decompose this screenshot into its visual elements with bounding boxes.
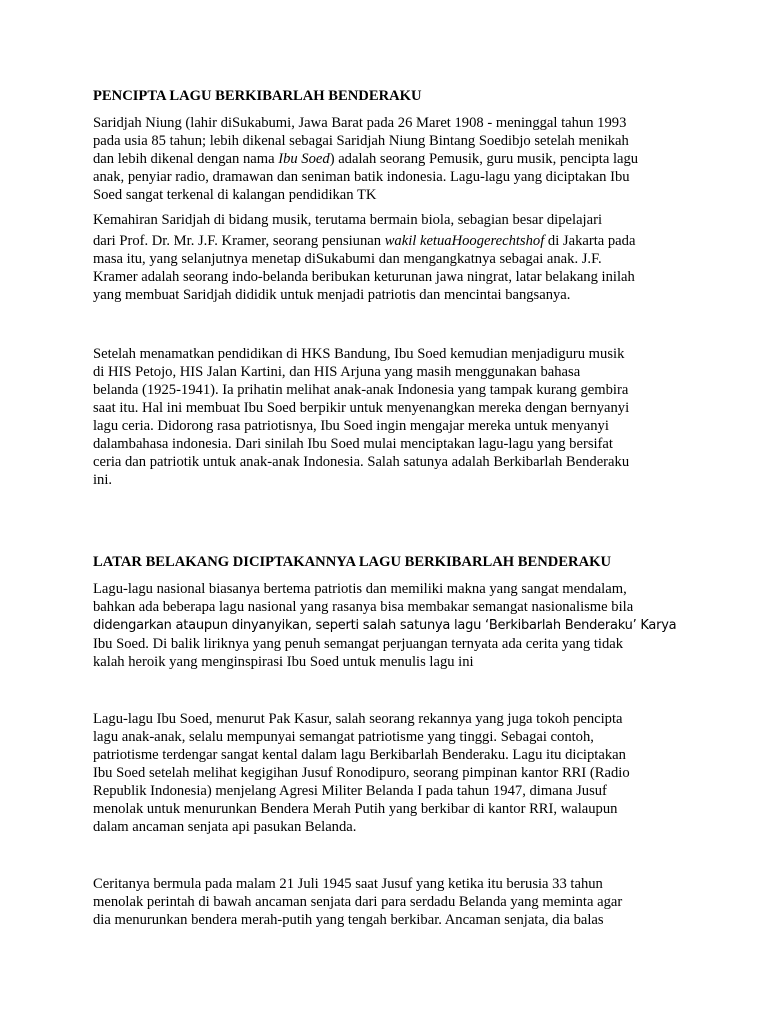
- text-line: Republik Indonesia) menjelang Agresi Militer Belanda I pada tahun 1947, dimana Jusuf: [93, 783, 607, 799]
- text-run: ) adalah seorang Pemusik, guru musik, pencipta lagu: [329, 151, 639, 167]
- text-line: kalah heroik yang menginspirasi Ibu Soed untuk menulis lagu ini: [93, 654, 474, 670]
- text-line: Setelah menamatkan pendidikan di HKS Bandung, Ibu Soed kemudian menjadiguru musik: [93, 346, 625, 362]
- text-line: belanda (1925-1941). Ia prihatin melihat anak-anak Indonesia yang tampak kurang gembira: [93, 382, 629, 398]
- text-line: dalam ancaman senjata api pasukan Belanda.: [93, 819, 357, 835]
- heading-pencipta-lagu: PENCIPTA LAGU BERKIBARLAH BENDERAKU: [93, 88, 422, 104]
- text-line: Ibu Soed setelah melihat kegigihan Jusuf Ronodipuro, seorang pimpinan kantor RRI (Radio: [93, 765, 630, 781]
- text-line: lagu anak-anak, selalu mempunyai semangat patriotisme yang tinggi. Sebagai contoh,: [93, 729, 594, 745]
- text-run: dari Prof. Dr. Mr. J.F. Kramer, seorang pensiunan: [93, 233, 385, 249]
- text-line: didengarkan ataupun dinyanyikan, seperti salah satunya lagu ‘Berkibarlah Benderaku’ Karya: [93, 618, 677, 633]
- text-line: [93, 232, 635, 250]
- text-line: Kramer adalah seorang indo-belanda beribukan keturunan jawa ningrat, latar belakang inilah: [93, 269, 635, 285]
- text-line: Ceritanya bermula pada malam 21 Juli 1945 saat Jusuf yang ketika itu berusia 33 tahun: [93, 876, 603, 892]
- text-line: dalambahasa indonesia. Dari sinilah Ibu Soed mulai menciptakan lagu-lagu yang bersifat: [93, 436, 613, 452]
- italic-name-ibu-soed: Ibu Soed: [278, 151, 330, 167]
- text-line: ini.: [93, 472, 113, 488]
- text-line: di HIS Petojo, HIS Jalan Kartini, dan HIS Arjuna yang masih menggunakan bahasa: [93, 364, 581, 380]
- text-line: patriotisme terdengar sangat kental dalam lagu Berkibarlah Benderaku. Lagu itu diciptakan: [93, 747, 626, 763]
- text-line: anak, penyiar radio, dramawan dan seniman batik indonesia. Lagu-lagu yang diciptakan Ibu: [93, 169, 630, 185]
- text-run: di Jakarta pada: [544, 233, 636, 249]
- text-line: Lagu-lagu Ibu Soed, menurut Pak Kasur, salah seorang rekannya yang juga tokoh pencipta: [93, 711, 623, 727]
- text-line: Kemahiran Saridjah di bidang musik, terutama bermain biola, sebagian besar dipelajari: [93, 212, 602, 228]
- text-line: menolak perintah di bawah ancaman senjata dari para serdadu Belanda yang meminta agar: [93, 894, 623, 910]
- text-line: [93, 150, 638, 168]
- text-line: Ibu Soed. Di balik liriknya yang penuh semangat perjuangan ternyata ada cerita yang tidak: [93, 636, 624, 652]
- text-line: Soed sangat terkenal di kalangan pendidikan TK: [93, 187, 377, 203]
- text-line: bahkan ada beberapa lagu nasional yang rasanya bisa membakar semangat nasionalisme bila: [93, 599, 634, 615]
- italic-title: wakil ketuaHoogerechtshof: [384, 233, 545, 249]
- heading-latar-belakang: LATAR BELAKANG DICIPTAKANNYA LAGU BERKIBARLAH BENDERAKU: [93, 554, 612, 570]
- text-line: dia menurunkan bendera merah-putih yang tengah berkibar. Ancaman senjata, dia balas: [93, 912, 604, 928]
- text-line: Lagu-lagu nasional biasanya bertema patriotis dan memiliki makna yang sangat mendalam,: [93, 581, 627, 597]
- text-line: saat itu. Hal ini membuat Ibu Soed berpikir untuk menyenangkan mereka dengan bernyanyi: [93, 400, 630, 416]
- text-line: ceria dan patriotik untuk anak-anak Indonesia. Salah satunya adalah Berkibarlah Benderaku: [93, 454, 630, 470]
- text-line: Saridjah Niung (lahir diSukabumi, Jawa Barat pada 26 Maret 1908 - meninggal tahun 1993: [93, 115, 627, 131]
- text-line: lagu ceria. Didorong rasa patriotisnya, Ibu Soed ingin mengajar mereka untuk menyanyi: [93, 418, 609, 434]
- text-run: dan lebih dikenal dengan nama: [93, 151, 279, 167]
- text-line: pada usia 85 tahun; lebih dikenal sebagai Saridjah Niung Bintang Soedibjo setelah menikah: [93, 133, 629, 149]
- text-line: yang membuat Saridjah dididik untuk menjadi patriotis dan mencintai bangsanya.: [93, 287, 571, 303]
- text-line: menolak untuk menurunkan Bendera Merah Putih yang berkibar di kantor RRI, walaupun: [93, 801, 618, 817]
- text-line: masa itu, yang selanjutnya menetap diSukabumi dan mengangkatnya sebagai anak. J.F.: [93, 251, 602, 267]
